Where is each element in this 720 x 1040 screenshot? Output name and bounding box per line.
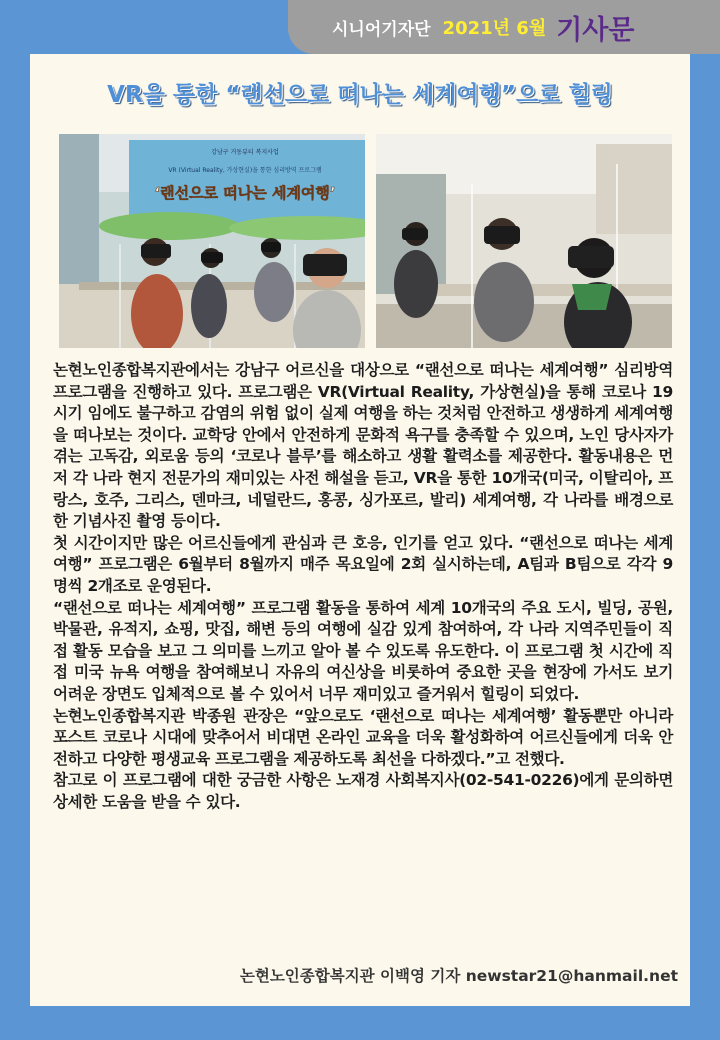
banner-top-text: 강남구 거동뷰티 복지사업 — [211, 149, 279, 156]
article-paragraph: 참고로 이 프로그램에 대한 궁금한 사항은 노재경 사회복지사(02-541-0226)에게 문의하면 상세한 도움을 받을 수 있다. — [53, 771, 673, 811]
photo-vr-session-banner — [59, 134, 365, 348]
article-paragraph: 논현노인종합복지관 박종원 관장은 “앞으로도 ‘랜선으로 떠나는 세계여행’ 활동뿐만 아니라 포스트 코로나 시대에 맞추어서 비대면 온라인 교육을 더욱 활성화하여 어르신들에게 더욱 안전하고 다양한 평생교육 프로그램을 제공하도록 최선을 다하겠다.”고 전했다. — [53, 706, 673, 768]
header-tab — [288, 0, 720, 54]
article-paragraph: 첫 시간이지만 많은 어르신들에게 관심과 큰 호응, 인기를 얻고 있다. “랜선으로 떠나는 세계여행” 프로그램은 6월부터 8월까지 매주 목요일에 2회 실시하는데, A팀과 B팀으로 각각 9명씩 2개조로 운영된다. — [53, 533, 673, 595]
header-date: 2021년 6월 — [442, 18, 547, 39]
article-title: VR을 통한 “랜선으로 떠나는 세계여행”으로 힐링 — [107, 82, 613, 108]
photo-vr-participants — [376, 134, 672, 348]
header-org: 시니어기자단 — [332, 19, 431, 40]
article-byline: 논현노인종합복지관 이백영 기자 newstar21@hanmail.net — [239, 967, 678, 985]
article-paragraph: “랜선으로 떠나는 세계여행” 프로그램 활동을 통하여 세계 10개국의 주요 도시, 빌딩, 공원, 박물관, 유적지, 쇼핑, 맛집, 해변 등의 여행에 실감 있게 참여하여, 각 나라 지역주민들이 직접 활동 모습을 보고 그 의미를 느끼고 알아 볼 수 있도록 유도한다. 이 프로그램 첫 시간에 직접 미국 뉴욕 여행을 참여해보니 자유의 여신상을 비롯하여 중요한 곳을 현장에 가서도 보기 어려운 장면도 입체적으로 볼 수 있어서 너무 재미있고 즐거워서 힐링이 되었다. — [53, 598, 673, 703]
banner-title-text: ‘랜선으로 떠나는 세계여행’ — [154, 184, 336, 202]
article-paper — [30, 54, 690, 1006]
article-body — [53, 360, 673, 813]
header-type: 기사문 — [556, 14, 635, 46]
article-paragraph: 논현노인종합복지관에서는 강남구 어르신을 대상으로 “랜선으로 떠나는 세계여행” 심리방역 프로그램을 진행하고 있다. 프로그램은 VR(Virtual Reality, 가상현실)을 통해 코로나 19시기 임에도 불구하고 감염의 위험 없이 실제 여행을 하는 것처럼 안전하고 생생하게 세계여행을 떠나보는 것이다. 교학당 안에서 안전하게 문화적 욕구를 충족할 수 있으며, 노인 당사자가 겪는 고독감, 외로움 등의 ‘코로나 블루’를 해소하고 생활 활력소를 제공한다. 활동내용은 먼저 각 나라 현지 전문가의 재미있는 사전 해설을 듣고, VR을 통한 10개국(미국, 이탈리아, 프랑스, 호주, 그리스, 덴마크, 네덜란드, 홍콩, 싱가포르, 발리) 세계여행, 각 나라를 배경으로 한 기념사진 촬영 등이다. — [53, 361, 673, 531]
banner-sub-text: VR (Virtual Reality, 가상현실)을 통한 심리방역 프로그램 — [168, 167, 322, 174]
